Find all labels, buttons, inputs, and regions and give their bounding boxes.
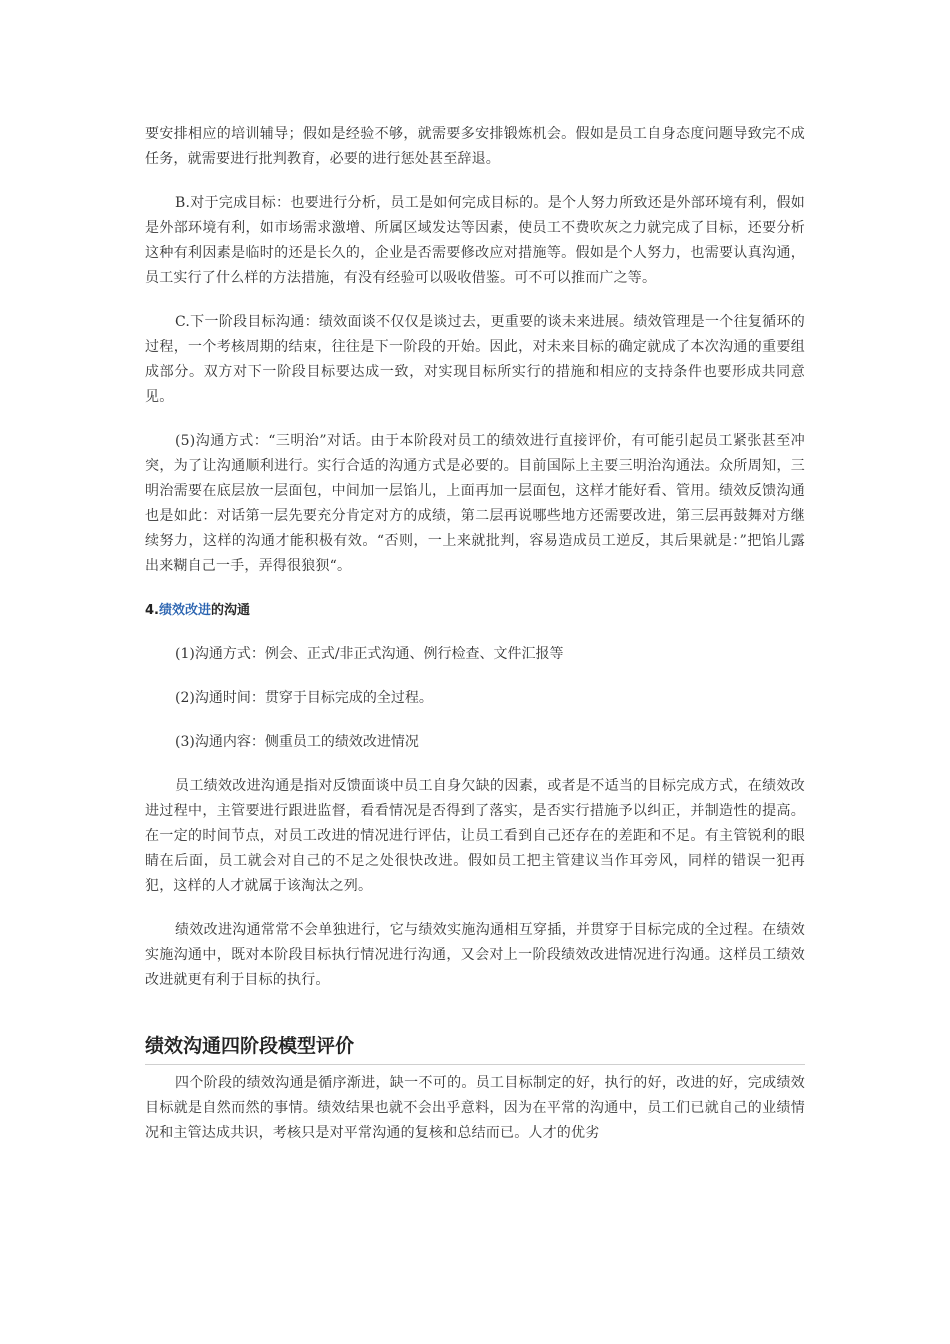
paragraph-improvement-integration: 绩效改进沟通常常不会单独进行，它与绩效实施沟通相互穿插，并贯穿于目标完成的全过程。在绩效实施沟通中，既对本阶段目标执行情况进行沟通，又会对上一阶段绩效改进情况进行沟通。这样员工绩效改进就更有利于目标的执行。 (145, 922, 805, 988)
section-number: 4. (145, 603, 159, 618)
paragraph-next-stage-goal: C.下一阶段目标沟通：绩效面谈不仅仅是谈过去，更重要的谈未来进展。绩效管理是一个往复循环的过程，一个考核周期的结束，往往是下一阶段的开始。因此，对未来目标的确定就成了本次沟通的重要组成部分。双方对下一阶段目标要达成一致，对实现目标所实行的措施和相应的支持条件也要形成共同意见。 (145, 314, 805, 405)
list-item-method: (1)沟通方式：例会、正式/非正式沟通、例行检查、文件汇报等 (175, 646, 564, 662)
list-item-time: (2)沟通时间：贯穿于目标完成的全过程。 (175, 690, 433, 706)
evaluation-heading: 绩效沟通四阶段模型评价 (145, 1032, 805, 1065)
paragraph-evaluation: 四个阶段的绩效沟通是循序渐进，缺一不可的。员工目标制定的好，执行的好，改进的好，完成绩效目标就是自然而然的事情。绩效结果也就不会出乎意料，因为在平常的沟通中，员工们已就自己的业绩情况和主管达成共识，考核只是对平常沟通的复核和总结而已。人才的优劣 (145, 1075, 805, 1141)
performance-improvement-link[interactable]: 绩效改进 (158, 603, 211, 618)
paragraph-training-continuation: 要安排相应的培训辅导；假如是经验不够，就需要多安排锻炼机会。假如是员工自身态度问题导致完不成任务，就需要进行批判教育，必要的进行惩处甚至辞退。 (145, 126, 805, 167)
list-item-content: (3)沟通内容：侧重员工的绩效改进情况 (175, 734, 419, 750)
paragraph-improvement-definition: 员工绩效改进沟通是指对反馈面谈中员工自身欠缺的因素，或者是不适当的目标完成方式，在绩效改进过程中，主管要进行跟进监督，看看情况是否得到了落实，是否实行措施予以纠正，并制造性的提高。在一定的时间节点，对员工改进的情况进行评估，让员工看到自己还存在的差距和不足。有主管锐利的眼睛在后面，员工就会对自己的不足之处很快改进。假如员工把主管建议当作耳旁风，同样的错误一犯再犯，这样的人才就属于该淘汰之列。 (145, 778, 805, 894)
section-heading-performance-improvement (145, 598, 805, 623)
paragraph-sandwich-method: (5)沟通方式：“三明治”对话。由于本阶段对员工的绩效进行直接评价，有可能引起员工紧张甚至冲突，为了让沟通顺利进行。实行合适的沟通方式是必要的。目前国际上主要三明治沟通法。众所周知，三明治需要在底层放一层面包，中间加一层馅儿，上面再加一层面包，这样才能好看、管用。绩效反馈沟通也是如此：对话第一层先要充分肯定对方的成绩，第二层再说哪些地方还需要改进，第三层再鼓舞对方继续努力，这样的沟通才能积极有效。“否则，一上来就批判，容易造成员工逆反，其后果就是：”把馅儿露出来糊自己一手，弄得很狼狈“。 (145, 433, 805, 574)
section-heading-suffix: 的沟通 (211, 603, 251, 618)
paragraph-completed-goal: B.对于完成目标：也要进行分析，员工是如何完成目标的。是个人努力所致还是外部环境有利，假如是外部环境有利，如市场需求激增、所属区域发达等因素，使员工不费吹灰之力就完成了目标，还要分析这种有利因素是临时的还是长久的，企业是否需要修改应对措施等。假如是个人努力，也需要认真沟通，员工实行了什么样的方法措施，有没有经验可以吸收借鉴。可不可以推而广之等。 (145, 195, 805, 286)
document-body (145, 122, 805, 1165)
